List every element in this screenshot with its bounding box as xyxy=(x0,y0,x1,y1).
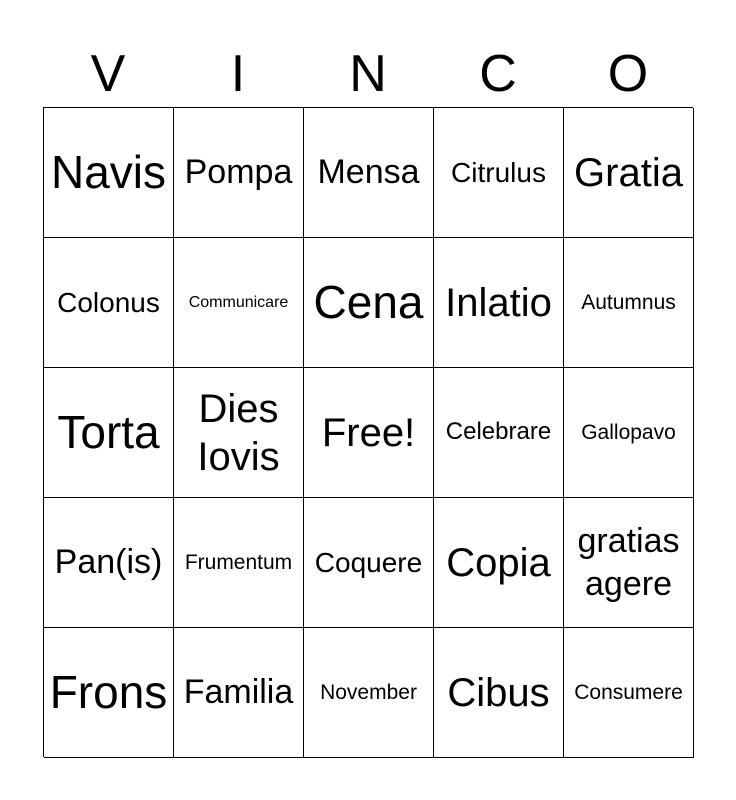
bingo-cell[interactable] xyxy=(304,108,434,238)
bingo-cell[interactable] xyxy=(44,368,174,498)
cell-text: Copia xyxy=(446,540,551,585)
header-letter-n: N xyxy=(349,45,387,103)
bingo-cell[interactable] xyxy=(434,108,564,238)
bingo-cell[interactable] xyxy=(564,368,694,498)
bingo-cell[interactable] xyxy=(174,238,304,368)
header-letter-c: C xyxy=(479,45,517,103)
bingo-cell[interactable] xyxy=(44,238,174,368)
bingo-cell[interactable] xyxy=(174,108,304,238)
header-letter-o: O xyxy=(607,45,649,103)
header-letter-v: V xyxy=(90,45,126,103)
bingo-cell[interactable] xyxy=(564,238,694,368)
cell-text: Celebrare xyxy=(445,418,552,446)
cell-text: Colonus xyxy=(57,286,160,318)
bingo-cell[interactable] xyxy=(304,498,434,628)
bingo-cell[interactable] xyxy=(174,368,304,498)
bingo-cell[interactable] xyxy=(564,108,694,238)
cell-text: Coquere xyxy=(314,546,423,578)
bingo-cell[interactable] xyxy=(434,368,564,498)
cell-text: Mensa xyxy=(317,153,420,192)
bingo-cell[interactable] xyxy=(564,628,694,758)
cell-text: Gratia xyxy=(574,150,683,195)
bingo-cell[interactable] xyxy=(44,628,174,758)
bingo-header xyxy=(43,40,693,108)
bingo-board xyxy=(43,107,693,757)
bingo-cell[interactable] xyxy=(304,628,434,758)
bingo-cell[interactable] xyxy=(174,628,304,758)
bingo-cell[interactable] xyxy=(434,498,564,628)
cell-text: Cibus xyxy=(447,670,550,715)
cell-text: Gallopavo xyxy=(581,420,676,444)
cell-text: Navis xyxy=(50,145,167,198)
cell-text: Pan(is) xyxy=(54,543,163,582)
bingo-cell[interactable] xyxy=(304,238,434,368)
cell-text: Inlatio xyxy=(445,280,552,325)
cell-text: Cena xyxy=(313,275,424,328)
cell-text: Citrulus xyxy=(451,156,546,188)
cell-text: Frumentum xyxy=(184,550,293,574)
cell-text: Autumnus xyxy=(581,290,676,314)
bingo-cell[interactable] xyxy=(434,628,564,758)
cell-text: Consumere xyxy=(574,680,683,704)
bingo-cell[interactable] xyxy=(44,498,174,628)
cell-text: Communicare xyxy=(188,293,289,311)
bingo-cell[interactable] xyxy=(564,498,694,628)
bingo-cell[interactable] xyxy=(174,498,304,628)
bingo-cell[interactable] xyxy=(44,108,174,238)
cell-text: Torta xyxy=(57,405,160,458)
header-letter-i: I xyxy=(230,45,246,103)
cell-text: Frons xyxy=(49,665,168,718)
cell-text: Dies Iovis xyxy=(197,386,280,479)
free-space-label: Free! xyxy=(321,410,416,455)
free-space-cell[interactable] xyxy=(304,368,434,498)
cell-text: Familia xyxy=(183,673,294,712)
cell-text: Pompa xyxy=(184,153,293,192)
cell-text: gratias agere xyxy=(577,522,680,603)
cell-text: November xyxy=(320,680,417,704)
bingo-cell[interactable] xyxy=(434,238,564,368)
